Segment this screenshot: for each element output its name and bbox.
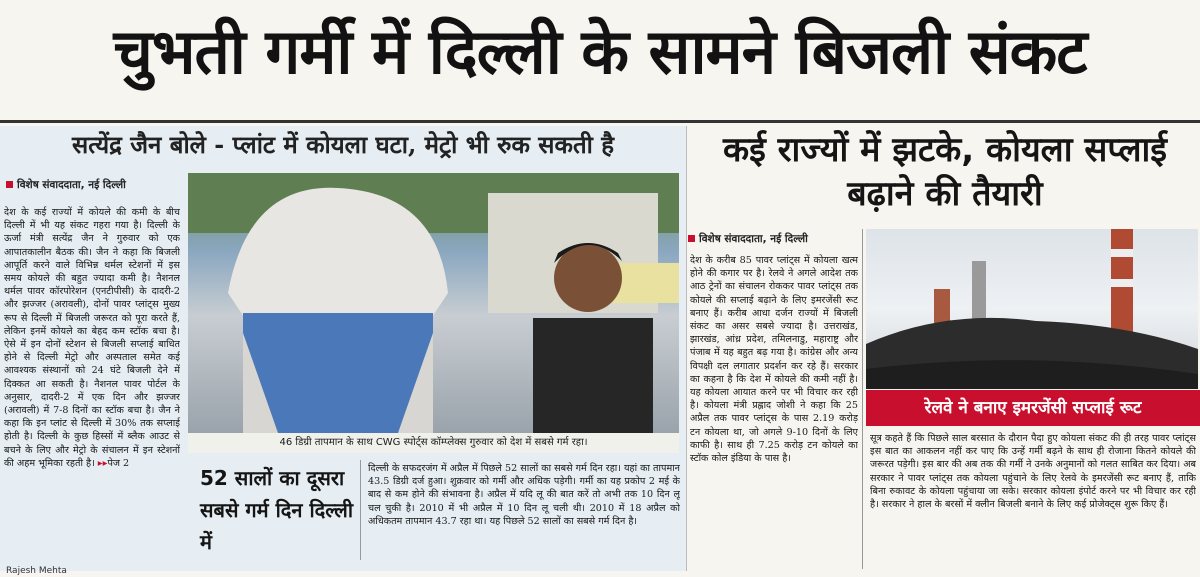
headline-rule <box>0 120 1200 123</box>
column-divider <box>360 460 361 560</box>
byline-marker-icon <box>6 181 13 188</box>
byline-marker-icon <box>688 235 695 242</box>
continued-page-ref: पेज 2 <box>107 457 130 469</box>
photo-credit: Rajesh Mehta <box>6 566 67 576</box>
left-body-text: देश के कई राज्यों में कोयले की कमी के बीच दिल्ली में भी यह संकट गहरा गया है। दिल्ली के ऊर्जा मंत्री सत्येंद्र जैन ने गुरुवार को एक आपातकालीन बैठक की। जैन ने कहा कि बिजली आपूर्ति करने वाले विभिन्न थर्मल स्टेशनों में इस समय कोयले की बहुत ज्यादा कमी है। नैशनल थर्मल पावर कॉरपोरेशन (एनटीपीसी) के दादरी-2 और झज्जर (अरावली), दोनों पावर प्लांट्स मुख्य रूप से दिल्ली में बिजली जरूरत को पूरा करते हैं, लेकिन इनमें कोयले का बेहद कम स्टॉक बचा है। ऐसे में इन दोनों स्टेशन से बिजली सप्लाई बाधित होने से दिल्ली मेट्रो और अस्पताल समेत कई आवश्यक संस्थानों को 24 घंटे बिजली देने में दिक्कत आ सकती है। नैशनल पावर पोर्टल के अनुसार, दादरी-2 में एक दिन और झज्जर (अरावली) में 7-8 दिनों का स्टॉक बचा है। जैन ने कहा कि इन प्लांट से दिल्ली में 30% तक सप्लाई होती है। दिल्ली के कुछ हिस्सों में ब्लैक आउट से बचने के लिए और मेट्रो के संचालन में इन स्टेशनों की अहम भूमिका रहती है। <box>4 207 180 469</box>
right-column-divider <box>862 229 863 569</box>
coal-plant-illustration <box>866 229 1198 389</box>
right-body-column: देश के करीब 85 पावर प्लांट्स में कोयला खत्म होने की कगार पर है। रेलवे ने अगले आदेश तक आठ ट्रेनों का संचालन रोककर पावर प्लांट्स तक कोयले की सप्लाई बढ़ाने के लिए इमरजेंसी रूट बनाए हैं। करीब आधा दर्जन राज्यों में बिजली संकट का असर सबसे ज्यादा है। उत्तराखंड, झारखंड, आंध्र प्रदेश, तमिलनाडु, महाराष्ट्र और पंजाब में यह बहुत बढ़ गया है। कांग्रेस और अन्य विपक्षी दल लगातार प्रदर्शन कर रहे हैं। सरकार का कहना है कि देश में कोयले की कमी नहीं है। यह कोयला आयात करने पर भी विचार कर रही है। कोयला मंत्री प्रह्लाद जोशी ने कहा कि 25 अप्रैल तक पावर प्लांट्स के पास 2.19 करोड़ टन कोयला था, जो अगले 9-10 दिनों के लिए काफी है। साथ ही 7.25 करोड़ टन कोयले का स्टॉक कोल इंडिया के पास है। <box>690 255 858 465</box>
left-byline <box>6 178 126 192</box>
railway-box-body: सूत्र कहते हैं कि पिछले साल बरसात के दौरान पैदा हुए कोयला संकट की ही तरह पावर प्लांट्स इस बात का आकलन नहीं कर पाए कि उन्हें गर्मी बढ़ने के साथ ही रोजाना कितने कोयले की जरूरत पड़ेगी। इस बार की अब तक की गर्मी ने उनके अनुमानों को गलत साबित कर दिया। अब सरकार ने पावर प्लांट्स तक कोयला पहुंचाने के लिए रेलवे के इमरजेंसी रूट बनाए हैं, ताकि बिना रुकावट के कोयला पहुंचाया जा सके। सरकार कोयला इंपोर्ट करने पर भी विचार कर रही है। सरकार ने हाल के बरसों में क्लीन बिजली बनाने के लिए कई प्रोजेक्ट्स शुरू किए हैं। <box>870 433 1196 511</box>
heat-photo <box>188 173 679 433</box>
right-byline <box>688 232 808 246</box>
left-body-column-2: दिल्ली के सफदरजंग में अप्रैल में पिछले 52 सालों का सबसे गर्म दिन रहा। यहां का तापमान 43.5 डिग्री दर्ज हुआ। शुक्रवार को गर्मी और अधिक पड़ेगी। गर्मी का यह प्रकोप 2 मई के बाद से कम होने की संभावना है। अप्रैल में यदि लू की बात करें तो अभी तक 10 दिन लू चल चुकी है। 2010 में भी अप्रैल में 10 दिन लू चली थी। 2010 में 18 अप्रैल को अधिकतम तापमान 43.7 रहा था। यह पिछले 52 सालों का सबसे गर्म दिन है। <box>368 463 680 527</box>
left-byline-text: विशेष संवाददाता, नई दिल्ली <box>17 179 126 191</box>
left-body-column <box>4 206 180 556</box>
pullquote: 52 सालों का दूसरा सबसे गर्म दिन दिल्ली में <box>200 466 354 554</box>
continue-arrow-icon: ▸▸ <box>97 457 108 469</box>
left-story-subhead: सत्येंद्र जैन बोले - प्लांट में कोयला घटा, मेट्रो भी रुक सकती है <box>72 130 614 159</box>
railway-box-title: रेलवे ने बनाए इमरजेंसी सप्लाई रूट <box>866 390 1200 426</box>
coal-plant-photo <box>866 229 1198 389</box>
photo-caption: 46 डिग्री तापमान के साथ CWG स्पोर्ट्स कॉम्प्लेक्स गुरुवार को देश में सबसे गर्म रहा। <box>188 433 679 453</box>
heat-photo-illustration <box>188 173 679 433</box>
right-byline-text: विशेष संवाददाता, नई दिल्ली <box>699 233 808 245</box>
main-headline: चुभती गर्मी में दिल्ली के सामने बिजली संकट <box>113 15 1087 88</box>
main-column-divider <box>686 126 687 571</box>
right-story-subhead: कई राज्यों में झटके, कोयला सप्लाई बढ़ाने की तैयारी <box>723 130 1167 214</box>
